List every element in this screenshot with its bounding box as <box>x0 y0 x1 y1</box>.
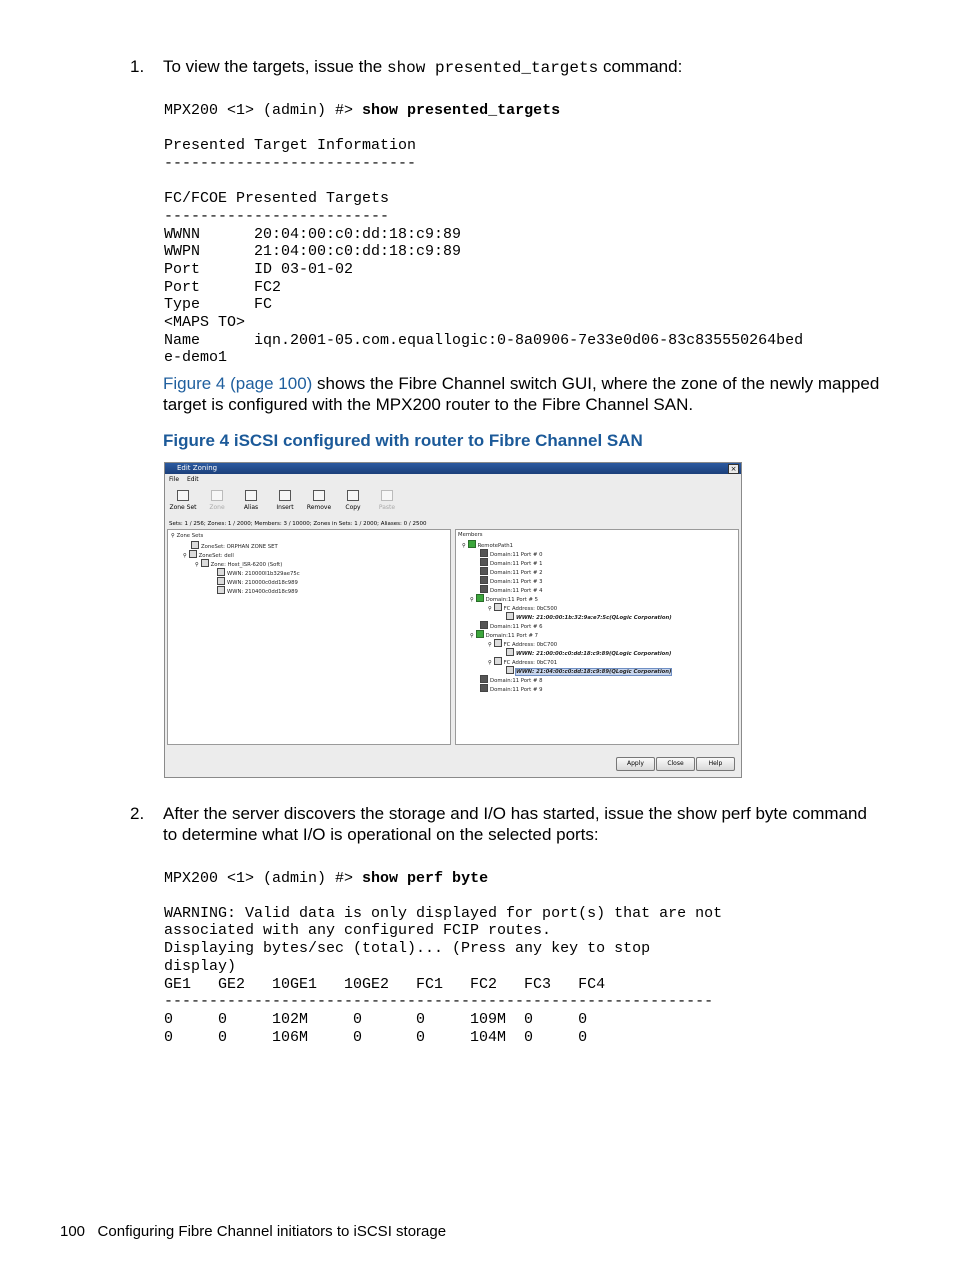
tree-node[interactable]: Domain:11 Port # 9 <box>458 684 672 693</box>
tree-node[interactable]: Domain:11 Port # 4 <box>458 585 672 594</box>
menu-edit[interactable]: Edit <box>186 476 199 483</box>
toolbar-label: Zone <box>209 504 225 511</box>
toolbar-label: Zone Set <box>169 504 197 511</box>
code-line: Type FC <box>164 296 273 314</box>
port-icon <box>480 567 488 575</box>
window-titlebar <box>165 463 741 474</box>
code-line: 0 0 102M 0 0 109M 0 0 <box>164 1010 588 1028</box>
port-icon <box>476 594 484 602</box>
code-line: ------------------------------------------------------------- <box>164 993 714 1011</box>
cli-prompt: MPX200 <1> (admin) #> <box>164 102 363 119</box>
menu-file[interactable]: File <box>169 476 180 483</box>
code-line: Port FC2 <box>164 278 282 296</box>
cli-command: show perf byte <box>362 870 489 887</box>
figure-caption: Figure 4 iSCSI configured with router to Fibre Channel SAN <box>163 431 643 450</box>
toolbar-insert-button[interactable] <box>270 490 300 511</box>
tree-node[interactable]: WWN: 210400c0dd18c989 <box>171 586 300 595</box>
code-output <box>164 137 803 367</box>
port-icon <box>480 576 488 584</box>
code-line: Displaying bytes/sec (total)... (Press any key to stop <box>164 940 651 958</box>
toolbar-alias-button[interactable] <box>236 490 266 511</box>
port-icon <box>480 585 488 593</box>
fc-address-icon <box>494 639 502 647</box>
help-button[interactable]: Help <box>696 757 735 771</box>
tree-node[interactable]: ⚲ Zone: Host_ISR-6200 (Soft) <box>171 559 300 568</box>
code-line: FC/FCOE Presented Targets <box>164 190 390 208</box>
code-block <box>164 870 488 888</box>
insert-icon <box>279 490 291 501</box>
cli-command: show presented_targets <box>362 102 561 119</box>
remove-icon <box>313 490 325 501</box>
zone-sets-pane[interactable] <box>167 529 451 745</box>
window-title: Edit Zoning <box>177 464 218 472</box>
zone-set-icon <box>191 541 199 549</box>
step-text-before: To view the targets, issue the <box>163 57 383 76</box>
code-line: <MAPS TO> <box>164 314 246 332</box>
step-text-line: to determine what I/O is operational on the selected ports: <box>163 825 599 844</box>
tree-node[interactable]: WWN: 21:00:00:c0:dd:18:c9:89(QLogic Corporation) <box>458 648 672 657</box>
close-icon[interactable]: × <box>728 464 739 474</box>
toolbar-label: Remove <box>306 504 332 511</box>
zone-sets-tree <box>171 532 300 595</box>
toolbar-remove-button[interactable] <box>304 490 334 511</box>
tree-node[interactable]: ⚲ RemotePath1 <box>458 540 672 549</box>
code-output <box>164 887 722 1046</box>
zone-set-icon <box>177 490 189 501</box>
code-line: ---------------------------- <box>164 154 417 172</box>
step-number: 2. <box>130 804 145 823</box>
fc-address-icon <box>494 657 502 665</box>
step-number: 1. <box>130 57 145 76</box>
tree-node[interactable]: ⚲ Zone Sets <box>171 533 204 539</box>
tree-node[interactable]: Domain:11 Port # 6 <box>458 621 672 630</box>
tree-node[interactable]: Domain:11 Port # 8 <box>458 675 672 684</box>
tree-node[interactable]: ⚲ FC Address: 0bC700 <box>458 639 672 648</box>
port-icon <box>480 558 488 566</box>
code-line <box>164 172 803 190</box>
paragraph <box>163 373 883 415</box>
code-line: WARNING: Valid data is only displayed for port(s) that are not <box>164 904 723 922</box>
toolbar-zone-set-button[interactable] <box>168 490 198 511</box>
wwn-icon <box>217 577 225 585</box>
tree-node[interactable]: ZoneSet: ORPHAN ZONE SET <box>171 541 300 550</box>
code-line: associated with any configured FCIP routes. <box>164 922 552 940</box>
members-pane[interactable] <box>455 529 739 745</box>
page-footer <box>60 1223 446 1240</box>
zone-set-icon <box>189 550 197 558</box>
code-line: WWPN 21:04:00:c0:dd:18:c9:89 <box>164 243 462 261</box>
alias-icon <box>245 490 257 501</box>
wwn-icon <box>506 612 514 620</box>
code-line: GE1 GE2 10GE1 10GE2 FC1 FC2 FC3 FC4 <box>164 975 606 993</box>
tree-node[interactable]: Members <box>458 532 483 538</box>
code-line: Name iqn.2001-05.com.equallogic:0-8a0906-7e33e0d06-83c835550264bed <box>164 331 804 349</box>
toolbar-label: Paste <box>378 504 396 511</box>
cli-prompt: MPX200 <1> (admin) #> <box>164 870 363 887</box>
code-line <box>164 887 722 905</box>
fc-address-icon <box>494 603 502 611</box>
code-line: 0 0 106M 0 0 104M 0 0 <box>164 1028 588 1046</box>
toolbar-label: Copy <box>345 504 361 511</box>
tree-node[interactable]: WWN: 210000c0dd18c989 <box>171 577 300 586</box>
close-button[interactable]: Close <box>656 757 695 771</box>
code-block <box>164 102 560 120</box>
toolbar-label: Alias <box>243 504 259 511</box>
members-tree <box>458 531 672 693</box>
code-line: WWNN 20:04:00:c0:dd:18:c9:89 <box>164 225 462 243</box>
tree-node[interactable]: ⚲ FC Address: 0bC500 <box>458 603 672 612</box>
wwn-icon <box>506 648 514 656</box>
wwn-icon <box>217 568 225 576</box>
toolbar-paste-button[interactable] <box>372 490 402 511</box>
step-text <box>163 803 883 845</box>
toolbar-label: Insert <box>276 504 294 511</box>
copy-icon <box>347 490 359 501</box>
paragraph-text: shows the Fibre Channel switch GUI, where the zone of the newly mapped <box>312 374 880 393</box>
code-line: Presented Target Information <box>164 137 417 154</box>
paste-icon <box>381 490 393 501</box>
wwn-icon <box>506 666 514 674</box>
selected-wwn[interactable]: WWN: 21:04:00:c0:dd:18:c9:89(QLogic Corporation) <box>516 669 672 675</box>
tree-node[interactable]: Domain:11 Port # 1 <box>458 558 672 567</box>
tree-node[interactable]: Domain:11 Port # 0 <box>458 549 672 558</box>
page-number: 100 <box>60 1223 86 1240</box>
tree-node[interactable]: Domain:11 Port # 2 <box>458 567 672 576</box>
code-line: e-demo1 <box>164 349 228 367</box>
toolbar-zone-button[interactable] <box>202 490 232 511</box>
toolbar-copy-button[interactable] <box>338 490 368 511</box>
code-line: Port ID 03-01-02 <box>164 260 354 278</box>
code-line: ------------------------- <box>164 207 390 225</box>
zone-icon <box>211 490 223 501</box>
step-text <box>163 56 682 79</box>
port-icon <box>480 621 488 629</box>
port-icon <box>480 684 488 692</box>
paragraph-text: target is configured with the MPX200 router to the Fibre Channel SAN. <box>163 395 694 414</box>
wwn-icon <box>217 586 225 594</box>
tree-node[interactable] <box>458 666 672 675</box>
step-text-after: command: <box>602 57 683 76</box>
zone-icon <box>201 559 209 567</box>
figure-link[interactable]: Figure 4 (page 100) <box>163 374 313 393</box>
port-icon <box>476 630 484 638</box>
switch-icon <box>468 540 476 548</box>
zoning-stats: Sets: 1 / 256; Zones: 1 / 2000; Members: 3 / 10000; Zones in Sets: 1 / 2000; Aliases: 0 / 2500 <box>169 521 427 527</box>
tree-node[interactable]: WWN: 21:00:00:1b:32:9a:e7:5c(QLogic Corporation) <box>458 612 672 621</box>
tree-node[interactable]: WWN: 210000I1b329ae75c <box>171 568 300 577</box>
footer-title: Configuring Fibre Channel initiators to iSCSI storage <box>97 1223 447 1240</box>
tree-node[interactable]: ⚲ FC Address: 0bC701 <box>458 657 672 666</box>
edit-zoning-window <box>164 462 742 778</box>
code-line: display) <box>164 957 237 975</box>
apply-button[interactable]: Apply <box>616 757 655 771</box>
inline-command: show presented_targets <box>386 59 599 77</box>
port-icon <box>480 549 488 557</box>
tree-node[interactable]: ⚲ ZoneSet: dell <box>171 550 300 559</box>
step-text-line: After the server discovers the storage and I/O has started, issue the show perf byte command <box>163 804 867 823</box>
tree-node[interactable]: ⚲ Domain:11 Port # 5 <box>458 594 672 603</box>
port-icon <box>480 675 488 683</box>
tree-node[interactable]: ⚲ Domain:11 Port # 7 <box>458 630 672 639</box>
menu-bar <box>169 476 205 483</box>
tree-node[interactable]: Domain:11 Port # 3 <box>458 576 672 585</box>
